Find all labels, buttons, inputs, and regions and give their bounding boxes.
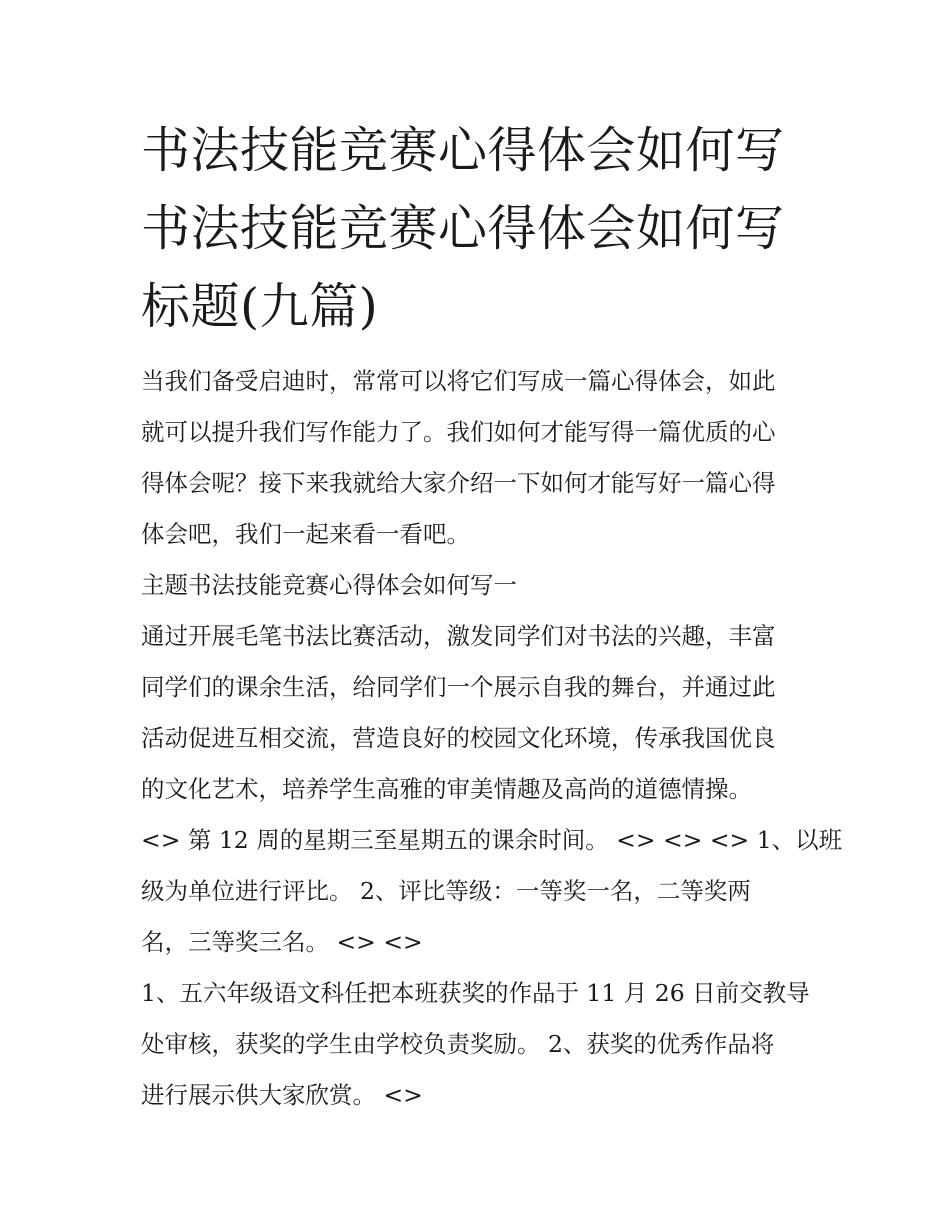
text-line: 处审核，获奖的学生由学校负责奖励。 2、获奖的优秀作品将 — [141, 1030, 775, 1058]
text-line: 同学们的课余生活，给同学们一个展示自我的舞台，并通过此 — [141, 673, 776, 701]
text-line: 的文化艺术，培养学生高雅的审美情趣及高尚的道德情操。 — [141, 775, 752, 803]
text-line: <> 第 12 周的星期三至星期五的课余时间。 <> <> <> 1、以班 — [141, 826, 843, 854]
text-line: 通过开展毛笔书法比赛活动，激发同学们对书法的兴趣，丰富 — [141, 622, 776, 650]
document-title — [141, 112, 821, 346]
text-line: 名，三等奖三名。 <> <> — [141, 928, 423, 956]
text-line: 级为单位进行评比。 2、评比等级：一等奖一名，二等奖两 — [141, 877, 751, 905]
text-line: 体会吧，我们一起来看一看吧。 — [141, 520, 470, 548]
rules-paragraph — [141, 968, 821, 1121]
text-line: 进行展示供大家欣赏。 <> — [141, 1081, 423, 1109]
title-line: 书法技能竞赛心得体会如何写 — [141, 200, 785, 257]
text-line: 得体会呢？接下来我就给大家介绍一下如何才能写好一篇心得 — [141, 469, 776, 497]
title-line: 书法技能竞赛心得体会如何写 — [141, 122, 785, 179]
title-line: 标题(九篇) — [141, 278, 379, 335]
text-line: 主题书法技能竞赛心得体会如何写一 — [141, 571, 517, 599]
text-line: 1、五六年级语文科任把本班获奖的作品于 11 月 26 日前交教导 — [141, 979, 810, 1007]
document-page — [141, 112, 843, 1121]
section-heading — [141, 560, 821, 611]
text-line: 活动促进互相交流，营造良好的校园文化环境，传承我国优良 — [141, 724, 776, 752]
text-line: 就可以提升我们写作能力了。我们如何才能写得一篇优质的心 — [141, 418, 776, 446]
purpose-paragraph — [141, 611, 821, 815]
schedule-paragraph — [141, 815, 843, 968]
intro-paragraph — [141, 356, 821, 560]
text-line: 当我们备受启迪时，常常可以将它们写成一篇心得体会，如此 — [141, 367, 776, 395]
